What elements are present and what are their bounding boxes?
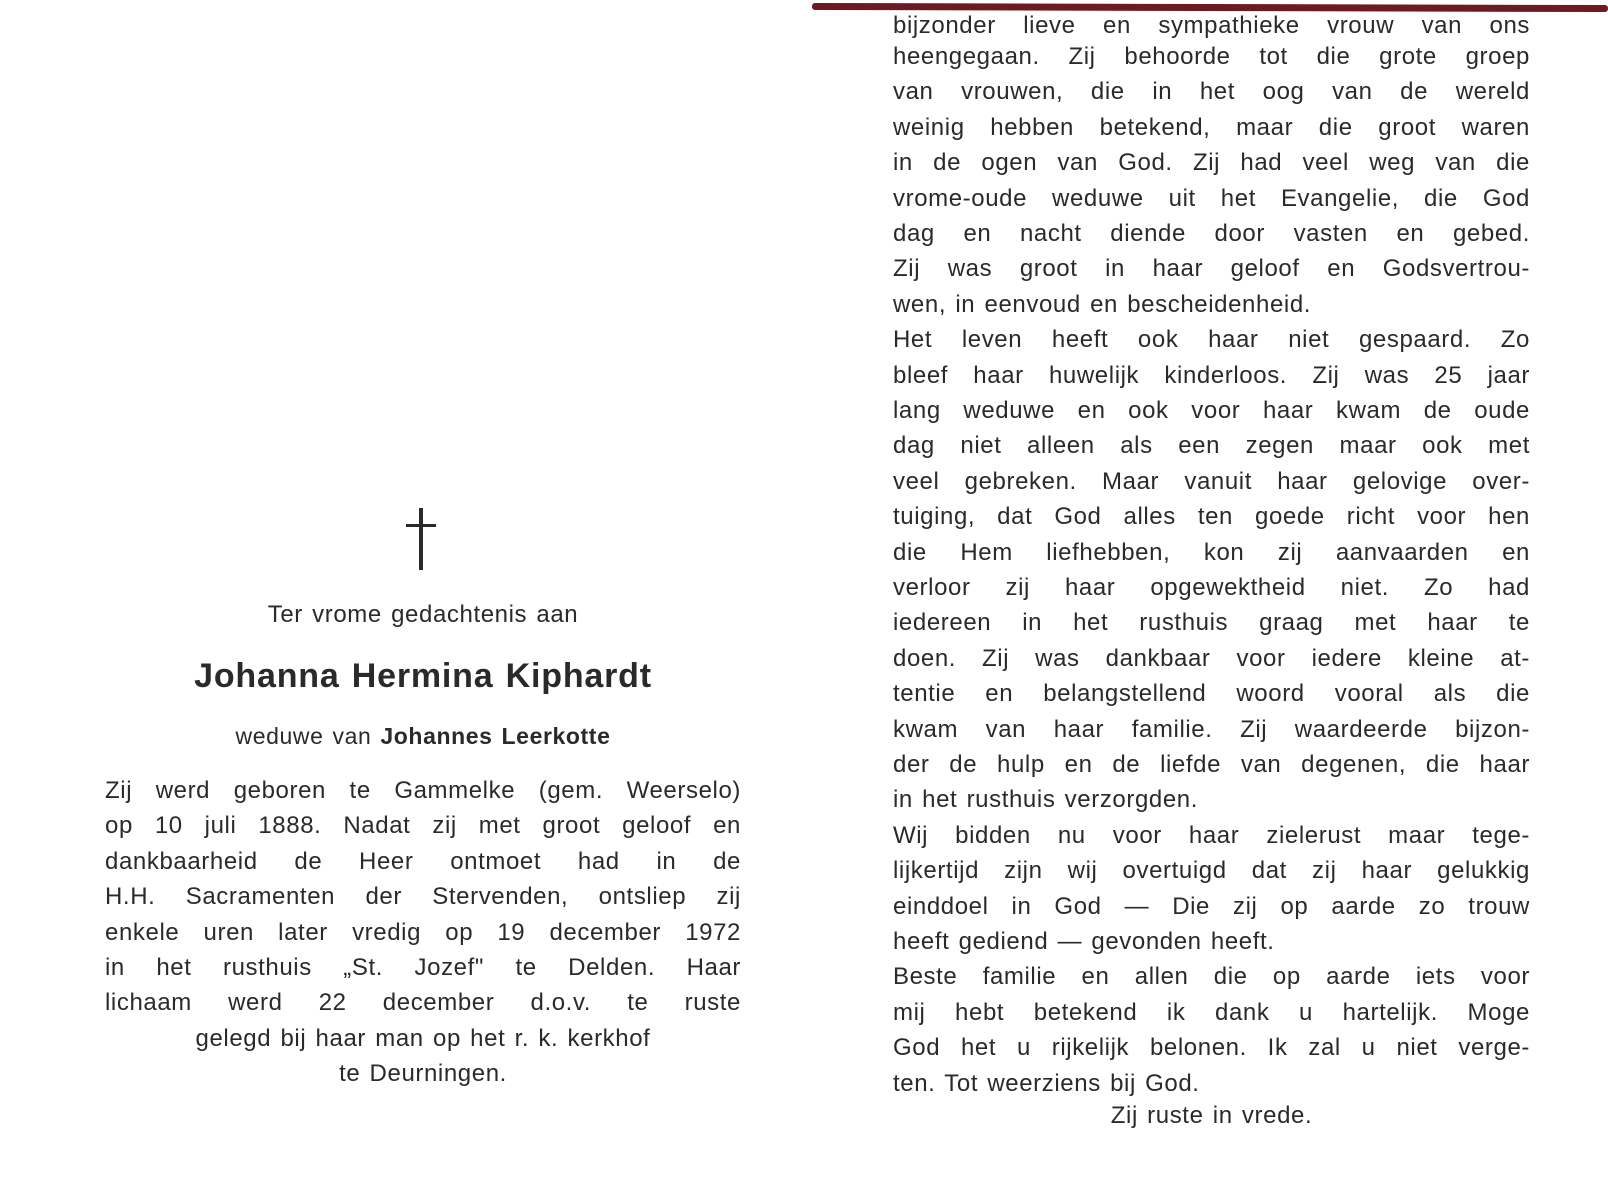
- tribute-line: in de ogen van God. Zij had veel weg van die: [893, 149, 1530, 177]
- tribute-line: doen. Zij was dankbaar voor iedere kleine at-: [893, 644, 1530, 672]
- tribute-line: vrome-oude weduwe uit het Evangelie, die God: [893, 184, 1530, 212]
- tribute-line: einddoel in God — Die zij op aarde zo trouw: [893, 892, 1530, 920]
- tribute-line: van vrouwen, die in het oog van de wereld: [893, 78, 1530, 106]
- tribute-line: mij hebt betekend ik dank u hartelijk. Moge: [893, 998, 1530, 1026]
- tribute-line: dag en nacht diende door vasten en gebed.: [893, 220, 1530, 247]
- tribute-line: verloor zij haar opgewektheid niet. Zo had: [893, 574, 1530, 601]
- biography-line: H.H. Sacramenten der Stervenden, ontsliep zij: [105, 883, 741, 911]
- tribute-line: dag niet alleen als een zegen maar ook met: [893, 432, 1530, 460]
- tribute-line: wen, in eenvoud en bescheidenheid.: [893, 290, 1312, 318]
- biography-line: dankbaarheid de Heer ontmoet had in de: [105, 847, 741, 875]
- biography-line: gelegd bij haar man op het r. k. kerkhof: [195, 1024, 651, 1052]
- biography-line: op 10 juli 1888. Nadat zij met groot geloof en: [105, 812, 741, 840]
- tribute-line: veel gebreken. Maar vanuit haar gelovige over-: [893, 467, 1530, 495]
- tribute-line: iedereen in het rusthuis graag met haar te: [893, 609, 1530, 637]
- biography-line: Zij werd geboren te Gammelke (gem. Weerselo): [105, 777, 741, 804]
- deceased-name: Johanna Hermina Kiphardt: [194, 657, 652, 695]
- tribute-line: tuiging, dat God alles ten goede richt voor hen: [893, 503, 1530, 531]
- tribute-line: die Hem liefhebben, kon zij aanvaarden en: [893, 538, 1530, 566]
- biography-line: in het rusthuis „St. Jozef" te Delden. Haar: [105, 954, 741, 981]
- tribute-line: kwam van haar familie. Zij waardeerde bijzon-: [893, 715, 1530, 743]
- tribute-line: lang weduwe en ook voor haar kwam de oude: [893, 397, 1530, 424]
- tribute-line: ten. Tot weerziens bij God.: [893, 1069, 1200, 1097]
- widow-prefix: weduwe van: [235, 723, 372, 749]
- red-mark-line: [812, 3, 1608, 12]
- cut-off-line-text: bijzonder lieve en sympathieke vrouw van ons: [893, 12, 1530, 39]
- cut-off-line: [893, 13, 1530, 38]
- tribute-line: Zij was groot in haar geloof en Godsvertrou-: [893, 255, 1530, 283]
- tribute-line: Wij bidden nu voor haar zielerust maar tege-: [893, 821, 1530, 849]
- tribute-line: Het leven heeft ook haar niet gespaard. Zo: [893, 326, 1530, 354]
- tribute-line: tentie en belangstellend woord vooral als die: [893, 680, 1530, 708]
- tribute-line: heengegaan. Zij behoorde tot die grote groep: [893, 43, 1530, 70]
- closing-line: Zij ruste in vrede.: [1110, 1102, 1313, 1129]
- tribute-line: der de hulp en de liefde van degenen, die haar: [893, 751, 1530, 778]
- cross-icon: [406, 508, 436, 570]
- tribute-line: heeft gediend — gevonden heeft.: [893, 928, 1275, 955]
- tribute-line: lijkertijd zijn wij overtuigd dat zij haar gelukkig: [893, 857, 1530, 885]
- tribute-line: bleef haar huwelijk kinderloos. Zij was 25 jaar: [893, 361, 1530, 389]
- biography-line: te Deurningen.: [339, 1060, 507, 1088]
- tribute-line: Beste familie en allen die op aarde iets voor: [893, 963, 1530, 991]
- biography-line: lichaam werd 22 december d.o.v. te ruste: [105, 989, 741, 1017]
- widow-line: [105, 718, 741, 754]
- tribute-line: in het rusthuis verzorgden.: [893, 786, 1199, 814]
- tribute-line: weinig hebben betekend, maar die groot waren: [893, 113, 1530, 141]
- heading: Ter vrome gedachtenis aan: [267, 601, 579, 628]
- tribute-line: God het u rijkelijk belonen. Ik zal u niet verge-: [893, 1034, 1530, 1062]
- husband-name: Johannes Leerkotte: [380, 723, 611, 749]
- biography-line: enkele uren later vredig op 19 december 1972: [105, 918, 741, 946]
